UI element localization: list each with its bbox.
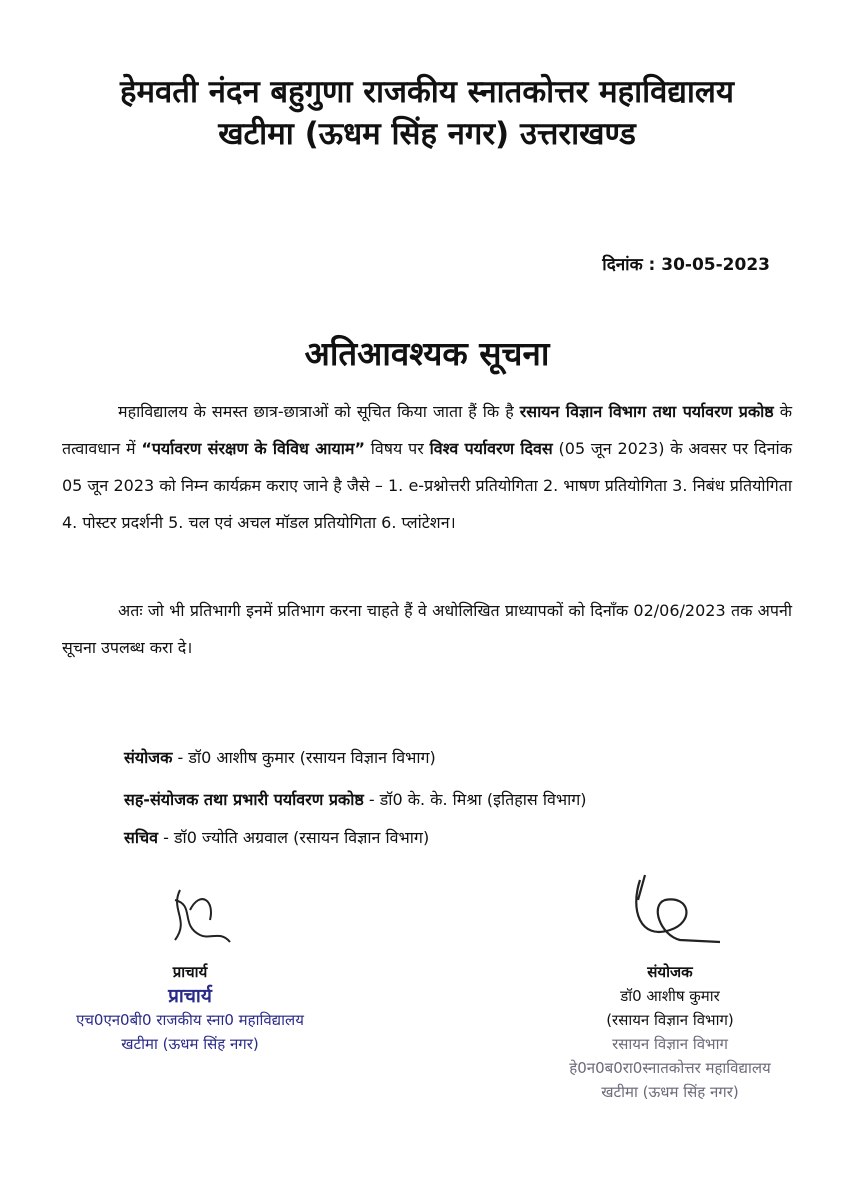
convener-signature-block — [540, 860, 800, 1160]
principal-stamp-title: प्राचार्य — [168, 985, 212, 1007]
organizer-secretary: सचिव - डॉ0 ज्योति अग्रवाल (रसायन विज्ञान विभाग) — [124, 828, 430, 847]
convener-signature — [600, 860, 740, 960]
para1-text-2: के तत्वावधान में — [62, 402, 792, 458]
para1-text-3: विषय पर — [364, 439, 430, 458]
notice-title: अतिआवश्यक सूचना — [304, 334, 550, 373]
principal-signature-block — [60, 880, 320, 1090]
organizer-role: सह-संयोजक तथा प्रभारी पर्यावरण प्रकोष्ठ — [124, 790, 364, 809]
para1-text-4: (05 जून 2023) के अवसर पर दिनांक 05 जून 2023 को निम्न कार्यक्रम कराए जाने है जैसे – 1. e-प्रश्नोत्तरी प्रतियोगिता 2. भाषण प्रतियोगिता 3. निबंध प्रतियोगिता 4. पोस्टर प्रदर्शनी 5. चल एवं अचल मॉडल प्रतियोगिता 6. प्लांटेशन। — [62, 439, 792, 532]
organizer-name: डॉ0 ज्योति अग्रवाल (रसायन विज्ञान विभाग) — [173, 828, 430, 847]
organizer-name: डॉ0 के. के. मिश्रा (इतिहास विभाग) — [379, 790, 587, 809]
department-name: रसायन विज्ञान विभाग तथा पर्यावरण प्रकोष्ठ — [519, 402, 774, 421]
topic-name: “पर्यावरण संरक्षण के विविध आयाम” — [141, 439, 365, 458]
para1-text-1: महाविद्यालय के समस्त छात्र-छात्राओं को सूचित किया जाता हैं कि है — [118, 402, 520, 421]
notice-paragraph-1 — [62, 393, 792, 541]
principal-stamp-college: एच0एन0बी0 राजकीय स्ना0 महाविद्यालय — [76, 1011, 304, 1029]
principal-signature — [120, 880, 260, 960]
convener-name: डॉ0 आशीष कुमार — [620, 987, 720, 1005]
convener-stamp-department: रसायन विज्ञान विभाग — [612, 1035, 728, 1053]
organizer-role: सचिव — [124, 828, 159, 847]
convener-label: संयोजक — [647, 963, 693, 981]
college-name: हेमवती नंदन बहुगुणा राजकीय स्नातकोत्तर महाविद्यालय — [120, 74, 734, 110]
organizer-co-convener: सह-संयोजक तथा प्रभारी पर्यावरण प्रकोष्ठ - डॉ0 के. के. मिश्रा (इतिहास विभाग) — [124, 790, 587, 809]
organizer-role: संयोजक — [124, 748, 173, 767]
organizer-convener: संयोजक - डॉ0 आशीष कुमार (रसायन विज्ञान विभाग) — [124, 748, 436, 767]
notice-paragraph-2: अतः जो भी प्रतिभागी इनमें प्रतिभाग करना चाहते हैं वे अधोलिखित प्राध्यापकों को दिनाँक 02/06/2023 तक अपनी सूचना उपलब्ध करा दे। — [62, 601, 792, 657]
principal-stamp-location: खटीमा (ऊधम सिंह नगर) — [121, 1035, 259, 1053]
organizer-name: डॉ0 आशीष कुमार (रसायन विज्ञान विभाग) — [188, 748, 436, 767]
event-name: विश्व पर्यावरण दिवस — [429, 439, 553, 458]
college-location: खटीमा (ऊधम सिंह नगर) उत्तराखण्ड — [218, 116, 636, 152]
convener-department: (रसायन विज्ञान विभाग) — [606, 1011, 734, 1029]
convener-stamp-college: हे0न0ब0रा0स्नातकोत्तर महाविद्यालय — [569, 1059, 771, 1077]
convener-stamp-location: खटीमा (ऊधम सिंह नगर) — [601, 1083, 739, 1101]
principal-label: प्राचार्य — [172, 963, 208, 981]
notice-date: दिनांक : 30-05-2023 — [602, 255, 770, 275]
